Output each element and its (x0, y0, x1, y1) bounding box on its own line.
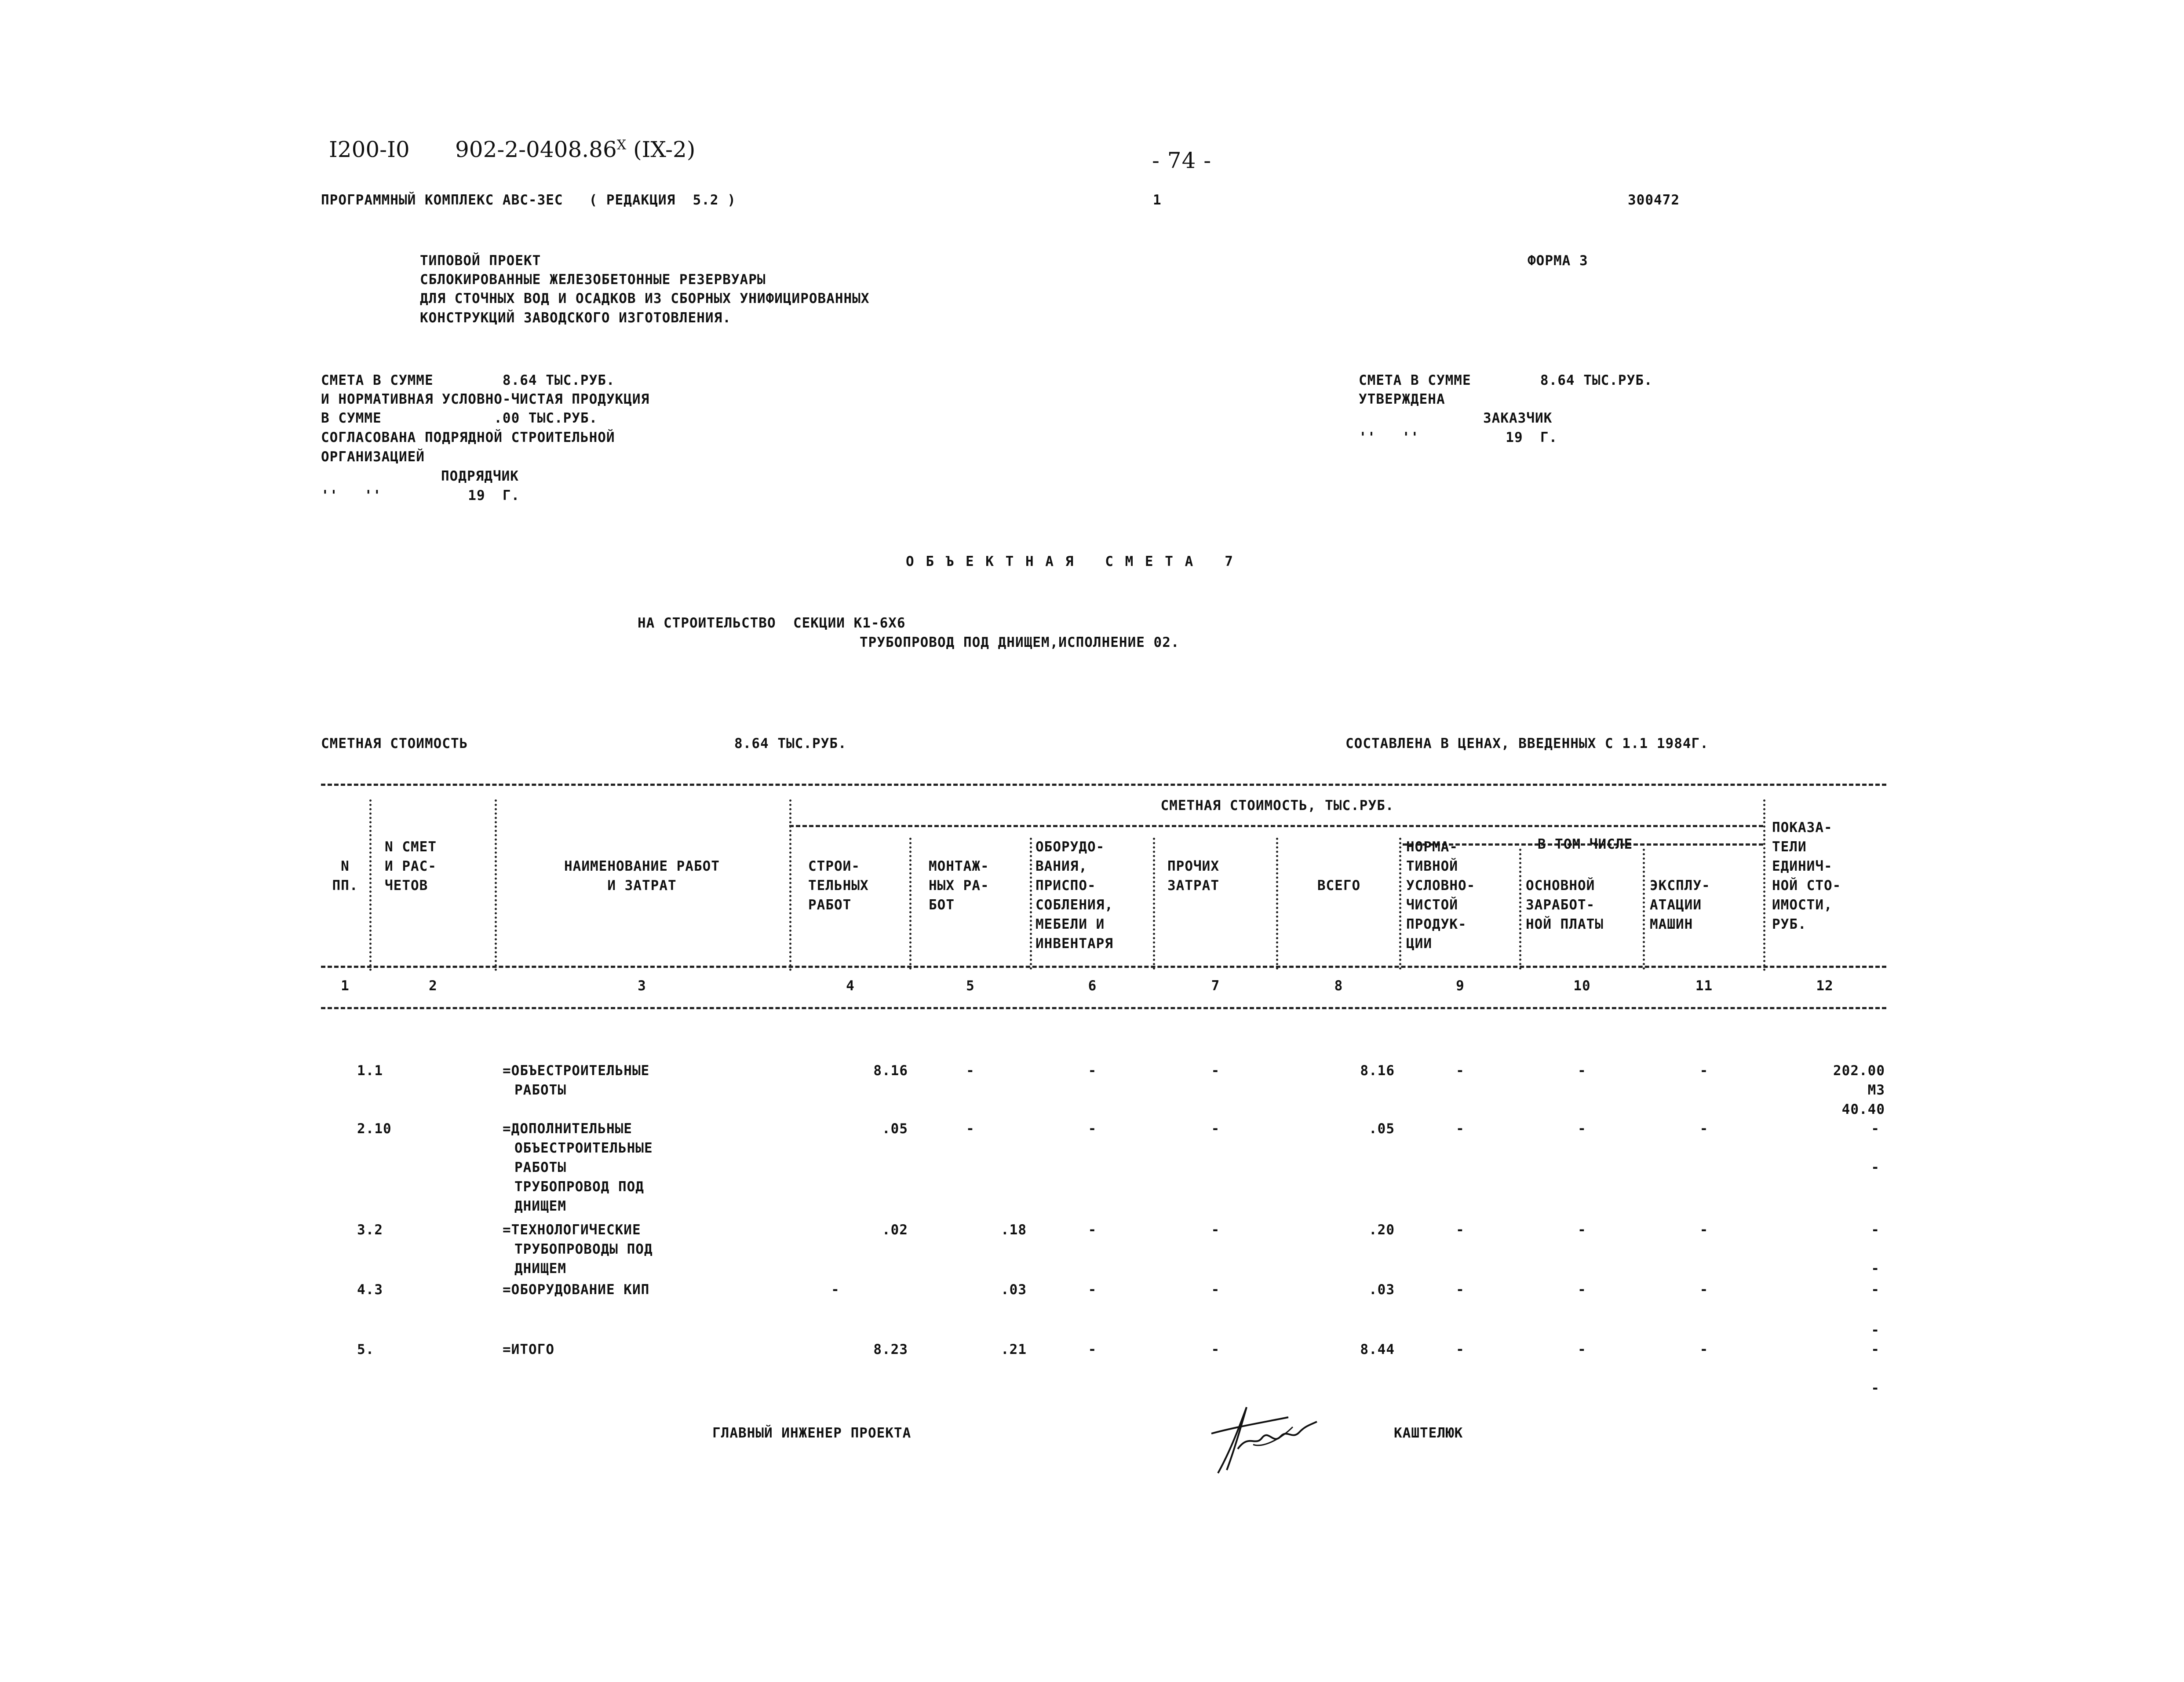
right-block-line-2: УТВЕРЖДЕНА (1359, 391, 1445, 407)
page-number: - 74 - (1152, 148, 1212, 173)
row-1-ind-3: 40.40 (1841, 1102, 1885, 1117)
colnum-3: 3 (638, 978, 646, 994)
price-basis: СОСТАВЛЕНА В ЦЕНАХ, ВВЕДЕННЫХ С 1.1 1984Г. (1345, 736, 1709, 752)
document-title: О Б Ъ Е К Т Н А Я С М Е Т А 7 (906, 554, 1235, 569)
project-number-main: 902-2-0408.86 (455, 137, 617, 162)
row-4-other: - (1211, 1282, 1220, 1298)
row-1-number: 1.1 (357, 1063, 383, 1079)
left-block-line-1: СМЕТА В СУММЕ 8.64 ТЫС.РУБ. (321, 372, 615, 388)
chief-engineer-label: ГЛАВНЫЙ ИНЖЕНЕР ПРОЕКТА (712, 1425, 912, 1441)
title-subject-2: ТРУБОПРОВОД ПОД ДНИЩЕМ,ИСПОЛНЕНИЕ 02. (860, 635, 1180, 650)
left-block-line-7: '' '' 19 Г. (321, 488, 520, 504)
cost-label: СМЕТНАЯ СТОИМОСТЬ (321, 736, 468, 752)
col-sep (789, 799, 791, 971)
table-numbers-rule (321, 1007, 1886, 1009)
colnum-4: 4 (846, 978, 855, 994)
row-5-mach: - (1699, 1342, 1709, 1357)
header-c6-l5: МЕБЕЛИ И (1035, 916, 1105, 932)
header-c5-l1: МОНТАЖ- (929, 858, 989, 874)
header-c9-l6: ЦИИ (1406, 936, 1432, 952)
header-c4-l3: РАБОТ (808, 897, 852, 913)
row-5-total: 8.44 (1360, 1342, 1395, 1357)
row-5-number: 5. (357, 1342, 375, 1357)
header-c10-l1: ОСНОВНОЙ (1526, 878, 1595, 894)
row-2-other: - (1211, 1121, 1220, 1137)
col-sep (909, 838, 912, 970)
col-sep (1276, 838, 1278, 970)
row-1-total: 8.16 (1360, 1063, 1395, 1079)
row-1-ind-1: 202.00 (1833, 1063, 1885, 1079)
row-2-name-3: РАБОТЫ (514, 1160, 566, 1175)
row-1-ind-2: М3 (1867, 1082, 1885, 1098)
header-c11-l2: АТАЦИИ (1650, 897, 1702, 913)
form-label: ФОРМА 3 (1528, 253, 1588, 269)
right-block-line-3: ЗАКАЗЧИК (1483, 410, 1553, 426)
row-5-ind-2: - (1871, 1342, 1880, 1357)
row-4-mount: .03 (1001, 1282, 1027, 1298)
header-group-cost: СМЕТНАЯ СТОИМОСТЬ, ТЫС.РУБ. (1160, 798, 1394, 814)
row-5-norm: - (1456, 1342, 1465, 1357)
project-line-2: СБЛОКИРОВАННЫЕ ЖЕЛЕЗОБЕТОННЫЕ РЕЗЕРВУАРЫ (420, 272, 766, 288)
colnum-12: 12 (1816, 978, 1834, 994)
header-in-that: В ТОМ ЧИСЛЕ (1537, 836, 1633, 852)
row-4-equip: - (1088, 1282, 1097, 1298)
header-c11-l3: МАШИН (1650, 916, 1693, 932)
signature (1187, 1396, 1319, 1475)
row-2-equip: - (1088, 1121, 1097, 1137)
header-c4-l1: СТРОИ- (808, 858, 860, 874)
sheet-number: 1 (1153, 192, 1162, 208)
header-c9-l3: УСЛОВНО- (1406, 878, 1476, 894)
row-3-mach: - (1699, 1222, 1709, 1238)
row-2-ind-3: - (1871, 1160, 1880, 1175)
header-c5-l3: БОТ (929, 897, 955, 913)
project-number-sup: X (616, 137, 627, 153)
colnum-11: 11 (1695, 978, 1713, 994)
row-2-wage: - (1578, 1121, 1586, 1137)
header-c11-l1: ЭКСПЛУ- (1650, 878, 1710, 894)
project-number (455, 139, 695, 161)
row-1-name-2: РАБОТЫ (514, 1082, 566, 1098)
col-sep (1519, 849, 1521, 970)
row-3-ind-3: - (1871, 1261, 1880, 1277)
colnum-6: 6 (1088, 978, 1097, 994)
row-1-other: - (1211, 1063, 1220, 1079)
col-sep (1399, 838, 1401, 970)
header-c1-l2: ПП. (332, 878, 358, 894)
title-subject-1: НА СТРОИТЕЛЬСТВО СЕКЦИИ К1-6Х6 (638, 615, 906, 631)
row-5-other: - (1211, 1342, 1220, 1357)
left-block-line-5: ОРГАНИЗАЦИЕЙ (321, 449, 425, 465)
row-3-other: - (1211, 1222, 1220, 1238)
row-2-name-2: ОБЪЕСТРОИТЕЛЬНЫЕ (514, 1140, 653, 1156)
row-4-name-1: =ОБОРУДОВАНИЕ КИП (503, 1282, 650, 1298)
header-c6-l3: ПРИСПО- (1035, 878, 1096, 894)
row-3-total: .20 (1369, 1222, 1395, 1238)
row-3-norm: - (1456, 1222, 1465, 1238)
project-line-1: ТИПОВОЙ ПРОЕКТ (420, 253, 541, 269)
row-4-wage: - (1578, 1282, 1586, 1298)
row-4-number: 4.3 (357, 1282, 383, 1298)
header-c1-l1: N (341, 858, 350, 874)
project-number-suffix: (IX-2) (633, 137, 696, 162)
row-2-total: .05 (1369, 1121, 1395, 1137)
header-c3-l2: И ЗАТРАТ (607, 878, 677, 894)
colnum-10: 10 (1573, 978, 1591, 994)
row-2-mount: - (966, 1121, 975, 1137)
header-c9-l5: ПРОДУК- (1406, 916, 1467, 932)
row-3-name-1: =ТЕХНОЛОГИЧЕСКИЕ (503, 1222, 641, 1238)
row-2-name-5: ДНИЩЕМ (514, 1198, 566, 1214)
colnum-2: 2 (429, 978, 438, 994)
row-3-mount: .18 (1001, 1222, 1027, 1238)
header-c6-l6: ИНВЕНТАРЯ (1035, 936, 1113, 952)
header-c5-l2: НЫХ РА- (929, 878, 989, 894)
row-1-mach: - (1699, 1063, 1709, 1079)
header-c9-l2: ТИВНОЙ (1406, 858, 1458, 874)
row-2-name-4: ТРУБОПРОВОД ПОД (514, 1179, 644, 1195)
header-c7-l1: ПРОЧИХ (1167, 858, 1219, 874)
row-5-ind-4: - (1871, 1380, 1880, 1396)
row-1-wage: - (1578, 1063, 1586, 1079)
row-2-number: 2.10 (357, 1121, 392, 1137)
table-cost-rule (789, 825, 1763, 827)
row-2-ind-1: - (1871, 1121, 1880, 1137)
left-block-line-4: СОГЛАСОВАНА ПОДРЯДНОЙ СТРОИТЕЛЬНОЙ (321, 430, 615, 445)
header-c7-l2: ЗАТРАТ (1167, 878, 1219, 894)
program-line: ПРОГРАММНЫЙ КОМПЛЕКС АВС-ЗЕС ( РЕДАКЦИЯ 5.2 ) (321, 192, 736, 208)
row-3-wage: - (1578, 1222, 1586, 1238)
row-1-equip: - (1088, 1063, 1097, 1079)
header-c12-l3: ЕДИНИЧ- (1772, 858, 1833, 874)
header-c12-l2: ТЕЛИ (1772, 839, 1807, 855)
left-block-line-6: ПОДРЯДЧИК (441, 468, 519, 484)
col-sep (1153, 838, 1155, 970)
header-c6-l2: ВАНИЯ, (1035, 858, 1087, 874)
row-4-ind-1: - (1871, 1282, 1880, 1298)
doc-code: I200-I0 (329, 137, 410, 162)
colnum-7: 7 (1211, 978, 1220, 994)
colnum-5: 5 (966, 978, 975, 994)
header-c12-l5: ИМОСТИ, (1772, 897, 1833, 913)
header-c2-l2: И РАС- (385, 858, 437, 874)
row-2-mach: - (1699, 1121, 1709, 1137)
row-3-name-3: ДНИЩЕМ (514, 1261, 566, 1277)
row-4-total: .03 (1369, 1282, 1395, 1298)
header-c8-l1: ВСЕГО (1317, 878, 1361, 894)
row-3-number: 3.2 (357, 1222, 383, 1238)
row-3-name-2: ТРУБОПРОВОДЫ ПОД (514, 1241, 653, 1257)
row-5-wage: - (1578, 1342, 1586, 1357)
row-5-equip: - (1088, 1342, 1097, 1357)
row-2-norm: - (1456, 1121, 1465, 1137)
header-c12-l1: ПОКАЗА- (1772, 820, 1833, 836)
project-line-4: КОНСТРУКЦИЙ ЗАВОДСКОГО ИЗГОТОВЛЕНИЯ. (420, 310, 731, 326)
document-number: 300472 (1628, 192, 1680, 208)
chief-engineer-name: КАШТЕЛЮК (1394, 1425, 1463, 1441)
right-block-line-1: СМЕТА В СУММЕ 8.64 ТЫС.РУБ. (1359, 372, 1653, 388)
row-3-equip: - (1088, 1222, 1097, 1238)
col-sep (1030, 838, 1032, 970)
row-2-name-1: =ДОПОЛНИТЕЛЬНЫЕ (503, 1121, 632, 1137)
header-c9-l1: НОРМА- (1406, 839, 1458, 855)
row-5-name-1: =ИТОГО (503, 1342, 554, 1357)
header-c12-l4: НОЙ СТО- (1772, 878, 1841, 894)
row-1-build: 8.16 (873, 1063, 908, 1079)
header-c9-l4: ЧИСТОЙ (1406, 897, 1458, 913)
col-sep (1763, 799, 1765, 971)
row-5-mount: .21 (1001, 1342, 1027, 1357)
header-c6-l4: СОБЛЕНИЯ, (1035, 897, 1113, 913)
header-c4-l2: ТЕЛЬНЫХ (808, 878, 869, 894)
right-block-line-4: '' '' 19 Г. (1359, 430, 1558, 445)
left-block-line-2: И НОРМАТИВНАЯ УСЛОВНО-ЧИСТАЯ ПРОДУКЦИЯ (321, 391, 650, 407)
row-5-ind-1: - (1871, 1322, 1880, 1338)
header-c2-l3: ЧЕТОВ (385, 878, 428, 894)
header-c10-l3: НОЙ ПЛАТЫ (1526, 916, 1604, 932)
colnum-9: 9 (1456, 978, 1465, 994)
col-sep (369, 799, 372, 971)
cost-value: 8.64 ТЫС.РУБ. (734, 736, 847, 752)
row-1-mount: - (966, 1063, 975, 1079)
table-header-rule (321, 966, 1886, 968)
left-block-line-3: В СУММЕ .00 ТЫС.РУБ. (321, 410, 598, 426)
row-3-ind-1: - (1871, 1222, 1880, 1238)
row-1-name-1: =ОБЪЕСТРОИТЕЛЬНЫЕ (503, 1063, 650, 1079)
header-c6-l1: ОБОРУДО- (1035, 839, 1105, 855)
header-c2-l1: N СМЕТ (385, 839, 437, 855)
row-4-norm: - (1456, 1282, 1465, 1298)
row-4-mach: - (1699, 1282, 1709, 1298)
colnum-1: 1 (341, 978, 350, 994)
col-sep (1643, 849, 1645, 970)
header-c12-l6: РУБ. (1772, 916, 1807, 932)
table-top-rule (321, 784, 1886, 786)
row-5-build: 8.23 (873, 1342, 908, 1357)
row-4-build: - (831, 1282, 840, 1298)
header-c10-l2: ЗАРАБОТ- (1526, 897, 1595, 913)
row-3-build: .02 (882, 1222, 908, 1238)
project-line-3: ДЛЯ СТОЧНЫХ ВОД И ОСАДКОВ ИЗ СБОРНЫХ УНИФИЦИРОВАННЫХ (420, 291, 870, 306)
row-1-norm: - (1456, 1063, 1465, 1079)
colnum-8: 8 (1334, 978, 1343, 994)
row-2-build: .05 (882, 1121, 908, 1137)
header-c3-l1: НАИМЕНОВАНИЕ РАБОТ (564, 858, 720, 874)
